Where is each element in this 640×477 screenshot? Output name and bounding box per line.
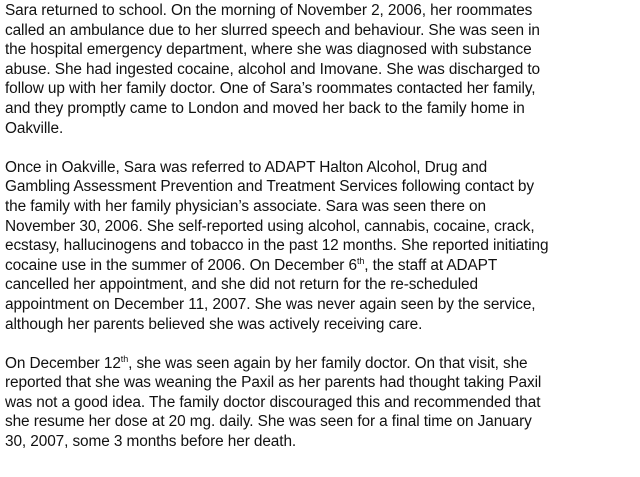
paragraph-gap bbox=[5, 138, 637, 158]
text-line: Sara returned to school. On the morning of November 2, 2006, her roommates bbox=[5, 2, 533, 19]
text-line: she resume her dose at 20 mg. daily. She was seen for a final time on January bbox=[5, 413, 532, 431]
text-line: reported that she was weaning the Paxil as her parents had thought taking Paxil bbox=[5, 374, 542, 392]
text-segment: On December 12 bbox=[5, 354, 121, 372]
text-line: follow up with her family doctor. One of Sara’s roommates contacted her family, bbox=[5, 80, 536, 98]
text-segment: cocaine use in the summer of 2006. On December 6 bbox=[5, 256, 357, 274]
document-page bbox=[5, 1, 637, 452]
text-line: Gambling Assessment Prevention and Treatment Services following contact by bbox=[5, 178, 534, 196]
text-line: called an ambulance due to her slurred speech and behaviour. She was seen in bbox=[5, 21, 540, 39]
text-line: Oakville. bbox=[5, 119, 64, 137]
text-segment: , she was seen again by her family doctor. On that visit, she bbox=[128, 354, 528, 372]
paragraph-1 bbox=[5, 1, 637, 138]
ordinal-suffix: th bbox=[356, 255, 365, 266]
text-line: the family with her family physician’s associate. Sara was seen there on bbox=[5, 197, 486, 215]
text-line: abuse. She had ingested cocaine, alcohol and Imovane. She was discharged to bbox=[5, 60, 540, 78]
text-line: and they promptly came to London and moved her back to the family home in bbox=[5, 99, 525, 117]
text-line: November 30, 2006. She self-reported using alcohol, cannabis, cocaine, crack, bbox=[5, 217, 535, 235]
ordinal-suffix: th bbox=[120, 353, 129, 364]
text-line: ecstasy, hallucinogens and tobacco in the past 12 months. She reported initiating bbox=[5, 237, 549, 255]
paragraph-gap bbox=[5, 334, 637, 354]
text-line: appointment on December 11, 2007. She was never again seen by the service, bbox=[5, 295, 536, 313]
text-line: cancelled her appointment, and she did not return for the re-scheduled bbox=[5, 276, 478, 294]
text-line: 30, 2007, some 3 months before her death. bbox=[5, 433, 297, 451]
text-line: the hospital emergency department, where she was diagnosed with substance bbox=[5, 41, 532, 59]
text-line bbox=[5, 256, 637, 276]
text-line: was not a good idea. The family doctor discouraged this and recommended that bbox=[5, 393, 541, 411]
text-line bbox=[5, 354, 637, 374]
text-line: Once in Oakville, Sara was referred to ADAPT Halton Alcohol, Drug and bbox=[5, 158, 488, 176]
paragraph-3 bbox=[5, 354, 637, 452]
paragraph-2 bbox=[5, 158, 637, 334]
text-line: although her parents believed she was actively receiving care. bbox=[5, 315, 423, 333]
text-segment: , the staff at ADAPT bbox=[364, 256, 498, 274]
